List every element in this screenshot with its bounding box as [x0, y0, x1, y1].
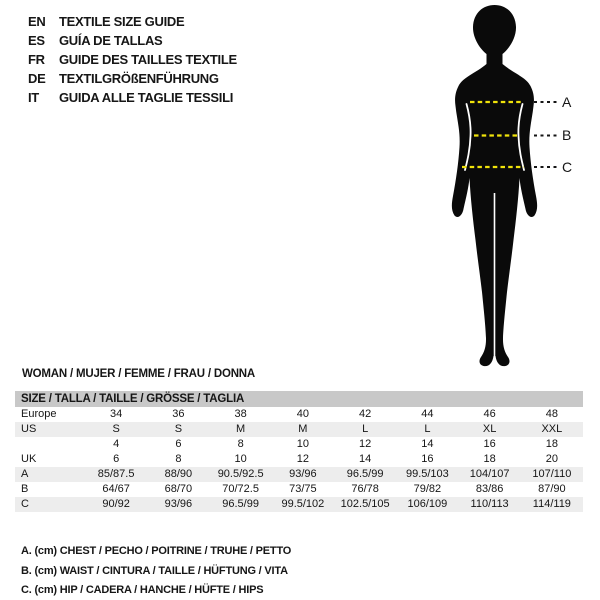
size-cell: 40: [296, 408, 309, 420]
measurement-figure: [400, 0, 600, 380]
lang-row-es: [28, 31, 237, 50]
size-cell: 93/96: [289, 468, 317, 480]
size-table-body: [15, 407, 583, 512]
language-title-list: [28, 12, 237, 107]
size-cell: XXL: [541, 423, 563, 435]
lang-label: GUIDE DES TAILLES TEXTILE: [59, 52, 237, 67]
size-cell: 6: [175, 438, 182, 450]
size-cell: L: [362, 423, 369, 435]
row-label: US: [21, 423, 37, 435]
lang-label: TEXTILE SIZE GUIDE: [59, 14, 185, 29]
size-cell: 99.5/102: [281, 498, 325, 510]
size-table-header: SIZE / TALLA / TAILLE / GRÖSSE / TAGLIA: [15, 391, 583, 407]
table-row: [15, 437, 583, 452]
size-cell: 96.5/99: [222, 498, 259, 510]
size-cell: 104/107: [469, 468, 510, 480]
size-cell: M: [236, 423, 246, 435]
size-cell: 14: [359, 453, 372, 465]
size-cell: 38: [234, 408, 247, 420]
size-cell: 79/82: [413, 483, 442, 495]
marker-label-b: B: [562, 127, 572, 143]
row-label: A: [21, 468, 29, 480]
lang-label: GUÍA DE TALLAS: [59, 33, 163, 48]
marker-label-c: C: [562, 159, 573, 175]
legend-chest: A. (cm) CHEST / PECHO / POITRINE / TRUHE / PETTO: [21, 545, 292, 557]
lang-code: IT: [28, 90, 39, 105]
size-cell: 93/96: [164, 498, 193, 510]
size-cell: 76/78: [351, 483, 379, 495]
table-row: [15, 422, 583, 437]
size-cell: XL: [482, 423, 497, 435]
size-cell: 46: [483, 408, 496, 420]
table-row: [15, 407, 583, 422]
lang-code: ES: [28, 33, 45, 48]
lang-code: EN: [28, 14, 46, 29]
size-cell: L: [424, 423, 431, 435]
size-cell: 16: [483, 438, 496, 450]
size-cell: 8: [237, 438, 244, 450]
size-cell: 85/87.5: [97, 468, 135, 480]
row-label: C: [21, 498, 29, 510]
size-cell: 90.5/92.5: [217, 468, 264, 480]
section-title: WOMAN / MUJER / FEMME / FRAU / DONNA: [22, 368, 256, 380]
lang-row-fr: [28, 50, 237, 69]
size-cell: 36: [172, 408, 185, 420]
size-cell: 6: [113, 453, 120, 465]
table-row: [15, 452, 583, 467]
size-cell: S: [112, 423, 120, 435]
size-cell: 14: [421, 438, 434, 450]
size-cell: 106/109: [407, 498, 448, 510]
row-label: [15, 437, 85, 452]
size-cell: 90/92: [102, 498, 130, 510]
size-cell: 96.5/99: [346, 468, 384, 480]
size-cell: 4: [113, 438, 120, 450]
row-label: Europe: [21, 408, 57, 420]
size-cell: 70/72.5: [222, 483, 259, 495]
size-cell: S: [174, 423, 183, 435]
size-cell: 87/90: [538, 483, 566, 495]
row-label: UK: [21, 453, 37, 465]
lang-row-de: [28, 69, 237, 88]
size-cell: 73/75: [289, 483, 317, 495]
row-label: B: [21, 483, 29, 495]
size-cell: 99.5/103: [405, 468, 449, 480]
size-cell: 12: [359, 438, 372, 450]
size-cell: 16: [421, 453, 434, 465]
measurement-legend: [21, 542, 291, 600]
size-cell: 102.5/105: [340, 498, 390, 510]
legend-hip: C. (cm) HIP / CADERA / HANCHE / HÜFTE / HIPS: [21, 584, 264, 596]
legend-waist: B. (cm) WAIST / CINTURA / TAILLE / HÜFTUNG / VITA: [21, 564, 288, 577]
size-cell: 10: [234, 453, 247, 465]
lang-label: TEXTILGRÖßENFÜHRUNG: [59, 71, 219, 86]
size-cell: 12: [296, 453, 309, 465]
size-cell: 114/119: [532, 498, 571, 510]
size-cell: 34: [110, 408, 123, 420]
size-cell: 68/70: [164, 483, 193, 495]
woman-silhouette: [400, 0, 600, 380]
size-cell: 64/67: [102, 483, 130, 495]
size-cell: 48: [545, 408, 558, 420]
table-row: [15, 497, 583, 512]
lang-code: FR: [28, 52, 45, 67]
size-cell: 83/86: [475, 483, 504, 495]
size-cell: 8: [175, 453, 182, 465]
size-cell: 18: [483, 453, 496, 465]
marker-label-a: A: [562, 94, 572, 110]
size-cell: 10: [296, 438, 309, 450]
size-table: [15, 391, 583, 512]
size-cell: 110/113: [470, 498, 509, 510]
lang-label: GUIDA ALLE TAGLIE TESSILI: [59, 90, 234, 105]
size-cell: M: [298, 423, 308, 435]
lang-row-it: [28, 88, 237, 107]
size-cell: 20: [545, 453, 558, 465]
size-cell: 88/90: [164, 468, 193, 480]
lang-row-en: [28, 12, 237, 31]
size-cell: 18: [545, 438, 558, 450]
table-row: [15, 482, 583, 497]
lang-code: DE: [28, 71, 46, 86]
size-cell: 44: [421, 408, 434, 420]
size-cell: 42: [359, 408, 372, 420]
size-cell: 107/110: [532, 468, 572, 480]
table-row: [15, 467, 583, 482]
